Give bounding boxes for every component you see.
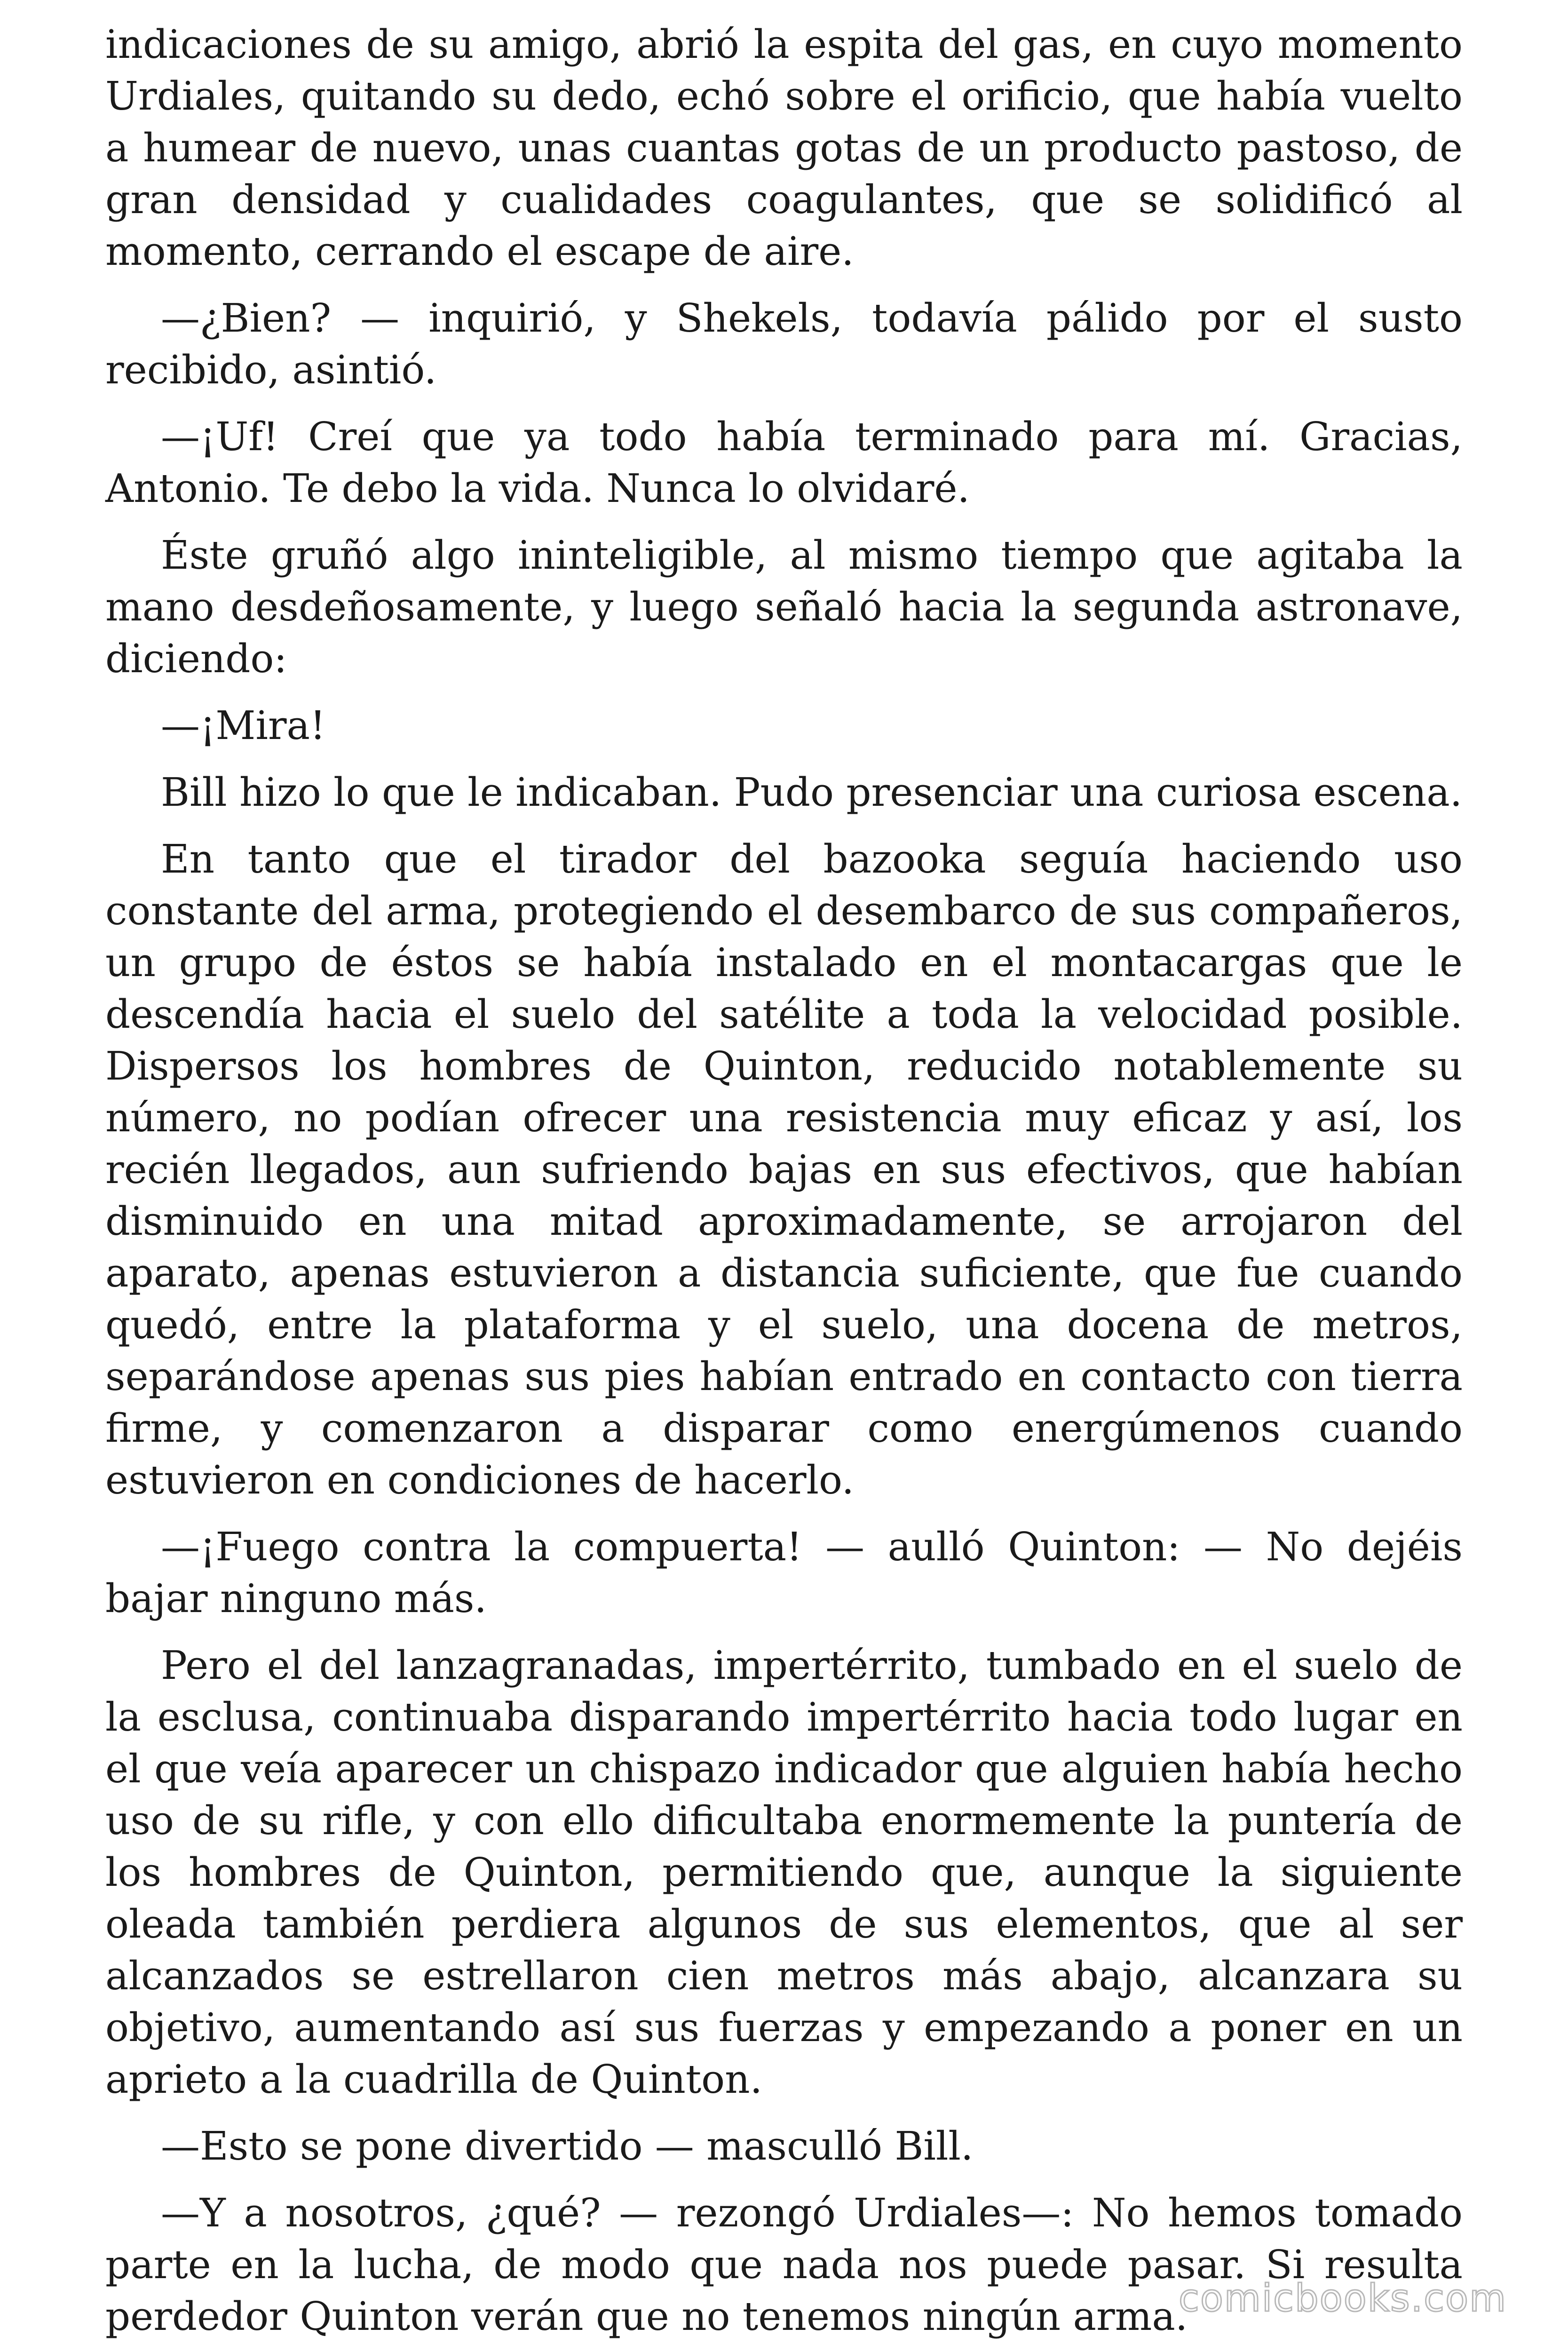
paragraph-2: —¿Bien? — inquirió, y Shekels, todavía pálido por el susto recibido, asintió. <box>105 295 1463 393</box>
watermark: comicbooks.com <box>1178 2276 1507 2320</box>
paragraph-11: —Y a nosotros, ¿qué? — rezongó Urdiales—: No hemos tomado parte en la lucha, de modo que nada nos puede pasar. Si resulta perdedor Quinton verán que no tenemos ningún arma. <box>105 2190 1463 2339</box>
paragraph-6: Bill hizo lo que le indicaban. Pudo presenciar una curiosa escena. <box>161 770 1463 815</box>
paragraph-4: Éste gruñó algo ininteligible, al mismo tiempo que agitaba la mano desdeñosamente, y luego señaló hacia la segunda astronave, diciendo: <box>105 532 1463 682</box>
paragraph-10: —Esto se pone divertido — masculló Bill. <box>161 2123 974 2169</box>
paragraph-8: —¡Fuego contra la compuerta! — aulló Quinton: — No dejéis bajar ninguno más. <box>105 1524 1463 1621</box>
document-page <box>105 19 1463 2352</box>
paragraph-9: Pero el del lanzagranadas, impertérrito, tumbado en el suelo de la esclusa, continuaba disparando impertérrito hacia todo lugar en el que veía aparecer un chispazo indicador que alguien había hecho uso de su rifle, y con ello dificultaba enormemente la puntería de los hombres de Quinton, permitiendo que, aunque la siguiente oleada también perdiera algunos de sus elementos, que al ser alcanzados se estrellaron cien metros más abajo, alcanzara su objetivo, aumentando así sus fuerzas y empezando a poner en un aprieto a la cuadrilla de Quinton. <box>105 1643 1463 2102</box>
paragraph-5: —¡Mira! <box>161 703 326 748</box>
paragraph-1: indicaciones de su amigo, abrió la espita del gas, en cuyo momento Urdiales, quitando su dedo, echó sobre el orificio, que había vuelto a humear de nuevo, unas cuantas gotas de un producto pastoso, de gran densidad y cualidades coagulantes, que se solidificó al momento, cerrando el escape de aire. <box>105 22 1463 274</box>
paragraph-3: —¡Uf! Creí que ya todo había terminado para mí. Gracias, Antonio. Te debo la vida. Nunca lo olvidaré. <box>105 414 1463 511</box>
paragraph-7: En tanto que el tirador del bazooka seguía haciendo uso constante del arma, protegiendo el desembarco de sus compañeros, un grupo de éstos se había instalado en el montacargas que le descendía hacia el suelo del satélite a toda la velocidad posible. Dispersos los hombres de Quinton, reducido notablemente su número, no podían ofrecer una resistencia muy eficaz y así, los recién llegados, aun sufriendo bajas en sus efectivos, que habían disminuido en una mitad aproximadamente, se arrojaron del aparato, apenas estuvieron a distancia suficiente, que fue cuando quedó, entre la plataforma y el suelo, una docena de metros, separándose apenas sus pies habían entrado en contacto con tierra firme, y comenzaron a disparar como energúmenos cuando estuvieron en condiciones de hacerlo. <box>105 836 1463 1503</box>
